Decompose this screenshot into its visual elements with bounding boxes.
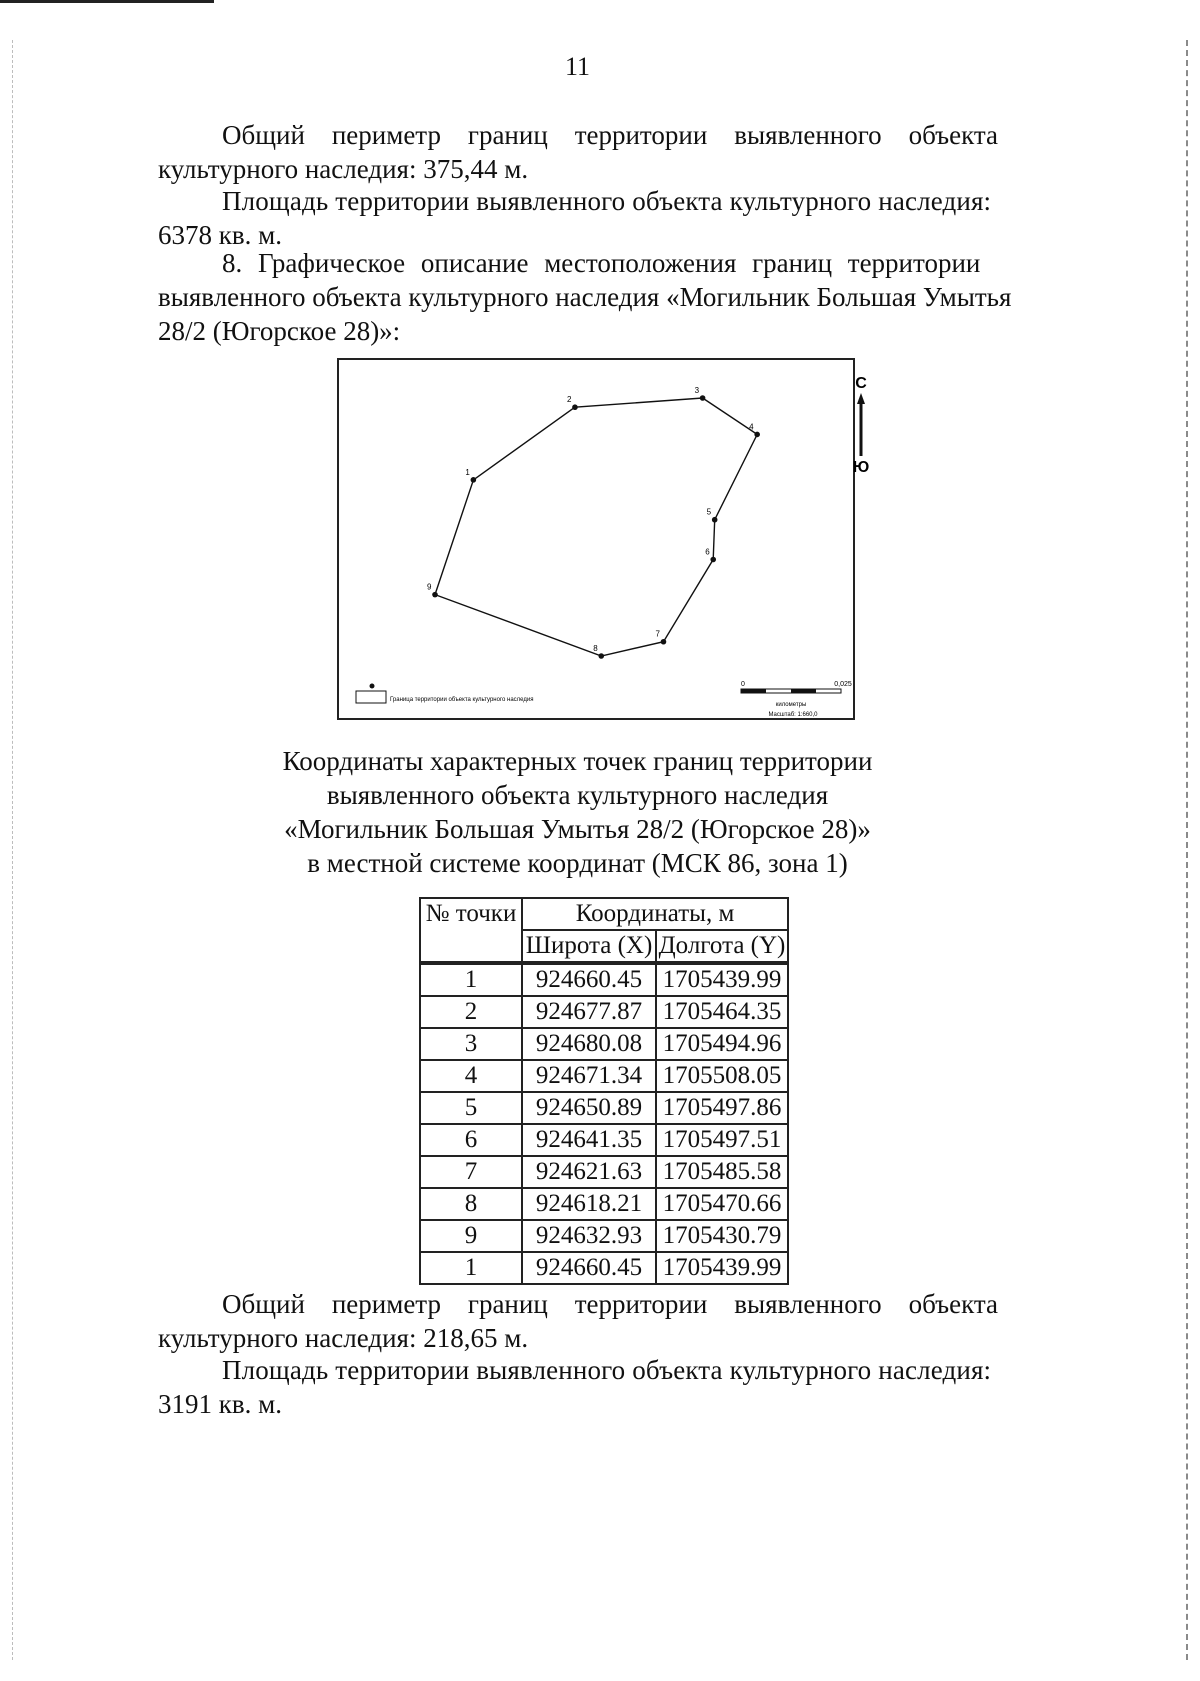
cell-point-number: 1 <box>420 1252 522 1284</box>
table-row <box>420 1252 788 1284</box>
perimeter-line-2: культурного наследия: 375,44 м. <box>158 154 529 184</box>
table-header-row <box>420 898 788 930</box>
header-latitude-x: Широта (X) <box>522 930 656 963</box>
cell-point-number: 6 <box>420 1124 522 1156</box>
boundary-point <box>710 557 716 563</box>
scale-bar <box>741 681 852 718</box>
word: границ <box>467 1289 548 1319</box>
boundary-point <box>572 404 578 410</box>
boundary-map-canvas <box>339 360 870 718</box>
graphic-line-3: 28/2 (Югорское 28)»: <box>158 316 401 346</box>
area-paragraph-1 <box>158 184 998 252</box>
table-row <box>420 1156 788 1188</box>
perimeter-line-2: культурного наследия: 218,65 м. <box>158 1323 529 1353</box>
caption-line-4: в местной системе координат (МСК 86, зона 1) <box>307 848 848 878</box>
cell-longitude-y: 1705497.86 <box>656 1092 788 1124</box>
header-point-number: № точки <box>420 898 522 963</box>
cell-latitude-x: 924650.89 <box>522 1092 656 1124</box>
word: Общий <box>222 120 305 150</box>
graphic-description-paragraph <box>158 246 1012 348</box>
area-paragraph-2 <box>158 1353 998 1421</box>
boundary-point-label: 6 <box>705 547 710 557</box>
boundary-polygon-layer <box>427 386 760 659</box>
table-row <box>420 963 788 996</box>
boundary-point-label: 2 <box>566 395 572 405</box>
boundary-point <box>598 653 604 659</box>
cell-longitude-y: 1705439.99 <box>656 1252 788 1284</box>
cell-latitude-x: 924641.35 <box>522 1124 656 1156</box>
caption-line-1: Координаты характерных точек границ территории <box>282 746 873 776</box>
word: объекта <box>908 1289 998 1319</box>
caption-line-2: выявленного объекта культурного наследия <box>326 780 829 810</box>
cell-longitude-y: 1705439.99 <box>656 963 788 996</box>
cell-point-number: 5 <box>420 1092 522 1124</box>
boundary-map <box>337 358 870 720</box>
table-row <box>420 996 788 1028</box>
table-row <box>420 1220 788 1252</box>
cell-longitude-y: 1705485.58 <box>656 1156 788 1188</box>
boundary-point-label: 1 <box>465 467 470 477</box>
area-line-1: Площадь территории выявленного объекта культурного наследия: <box>222 1355 992 1385</box>
boundary-point <box>471 477 477 483</box>
word: периметр <box>331 120 441 150</box>
word: объекта <box>908 120 998 150</box>
cell-point-number: 9 <box>420 1220 522 1252</box>
cell-latitude-x: 924621.63 <box>522 1156 656 1188</box>
perimeter-line-1 <box>158 1287 998 1321</box>
header-longitude-y: Долгота (Y) <box>656 930 788 963</box>
boundary-point-label: 9 <box>427 582 432 592</box>
scan-corner-mark <box>0 0 214 3</box>
legend-text: Граница территории объекта культурного наследия <box>390 697 534 703</box>
cell-latitude-x: 924671.34 <box>522 1060 656 1092</box>
boundary-point <box>661 639 667 645</box>
cell-latitude-x: 924660.45 <box>522 963 656 996</box>
boundary-point-label: 5 <box>706 507 712 517</box>
map-legend <box>356 684 533 704</box>
cell-longitude-y: 1705497.51 <box>656 1124 788 1156</box>
cell-point-number: 7 <box>420 1156 522 1188</box>
table-row <box>420 1028 788 1060</box>
boundary-point-label: 4 <box>749 422 754 432</box>
word: Общий <box>222 1289 305 1319</box>
word: территории <box>574 120 708 150</box>
cell-point-number: 8 <box>420 1188 522 1220</box>
cell-longitude-y: 1705470.66 <box>656 1188 788 1220</box>
boundary-point <box>712 517 718 523</box>
table-caption <box>0 744 1155 880</box>
graphic-line-2: выявленного объекта культурного наследия «Могильник Большая Умытья <box>158 282 1012 312</box>
cell-longitude-y: 1705464.35 <box>656 996 788 1028</box>
scale-ratio-label: Масштаб: 1:660,0 <box>768 712 818 718</box>
page-number: 11 <box>564 52 591 81</box>
coordinates-table <box>419 897 789 1285</box>
north-arrow <box>853 375 870 476</box>
scan-right-edge <box>1186 40 1188 1660</box>
word: выявленного <box>734 120 882 150</box>
scale-start-label: 0 <box>741 681 745 688</box>
boundary-point <box>432 592 438 598</box>
north-arrow-head <box>857 393 865 404</box>
north-label: С <box>855 375 867 392</box>
word: границ <box>467 120 548 150</box>
boundary-point-label: 3 <box>694 386 700 395</box>
scale-end-label: 0,025 <box>834 681 852 688</box>
cell-point-number: 1 <box>420 963 522 996</box>
area-line-1: Площадь территории выявленного объекта культурного наследия: <box>222 186 992 216</box>
cell-point-number: 4 <box>420 1060 522 1092</box>
area-line-2: 3191 кв. м. <box>158 1389 282 1419</box>
scale-bar-segment <box>741 689 766 693</box>
table-row <box>420 1060 788 1092</box>
perimeter-line-1 <box>158 118 998 152</box>
boundary-point <box>700 395 706 401</box>
caption-line-3: «Могильник Большая Умытья 28/2 (Югорское 28)» <box>284 814 871 844</box>
cell-latitude-x: 924632.93 <box>522 1220 656 1252</box>
cell-latitude-x: 924660.45 <box>522 1252 656 1284</box>
boundary-point-label: 7 <box>655 629 660 639</box>
legend-point-symbol <box>370 684 375 689</box>
cell-point-number: 2 <box>420 996 522 1028</box>
coordinates-table-body <box>420 963 788 1284</box>
perimeter-paragraph-1 <box>158 118 998 186</box>
boundary-point-label: 8 <box>593 644 598 653</box>
cell-latitude-x: 924677.87 <box>522 996 656 1028</box>
boundary-polygon <box>435 398 757 656</box>
table-row <box>420 1092 788 1124</box>
header-coordinates: Координаты, м <box>522 898 788 930</box>
scale-unit-label: километры <box>775 702 807 708</box>
south-label: Ю <box>852 459 870 476</box>
area-line-2: 6378 кв. м. <box>158 220 282 250</box>
table-row <box>420 1188 788 1220</box>
perimeter-paragraph-2 <box>158 1287 998 1355</box>
cell-longitude-y: 1705494.96 <box>656 1028 788 1060</box>
scale-bar-segment <box>791 689 816 693</box>
graphic-line-1: 8. Графическое описание местоположения границ территории <box>222 248 981 278</box>
word: территории <box>574 1289 708 1319</box>
boundary-point <box>754 432 760 438</box>
cell-latitude-x: 924618.21 <box>522 1188 656 1220</box>
table-row <box>420 1124 788 1156</box>
legend-boundary-symbol <box>356 691 386 703</box>
cell-point-number: 3 <box>420 1028 522 1060</box>
word: периметр <box>331 1289 441 1319</box>
cell-longitude-y: 1705430.79 <box>656 1220 788 1252</box>
word: выявленного <box>734 1289 882 1319</box>
cell-longitude-y: 1705508.05 <box>656 1060 788 1092</box>
cell-latitude-x: 924680.08 <box>522 1028 656 1060</box>
